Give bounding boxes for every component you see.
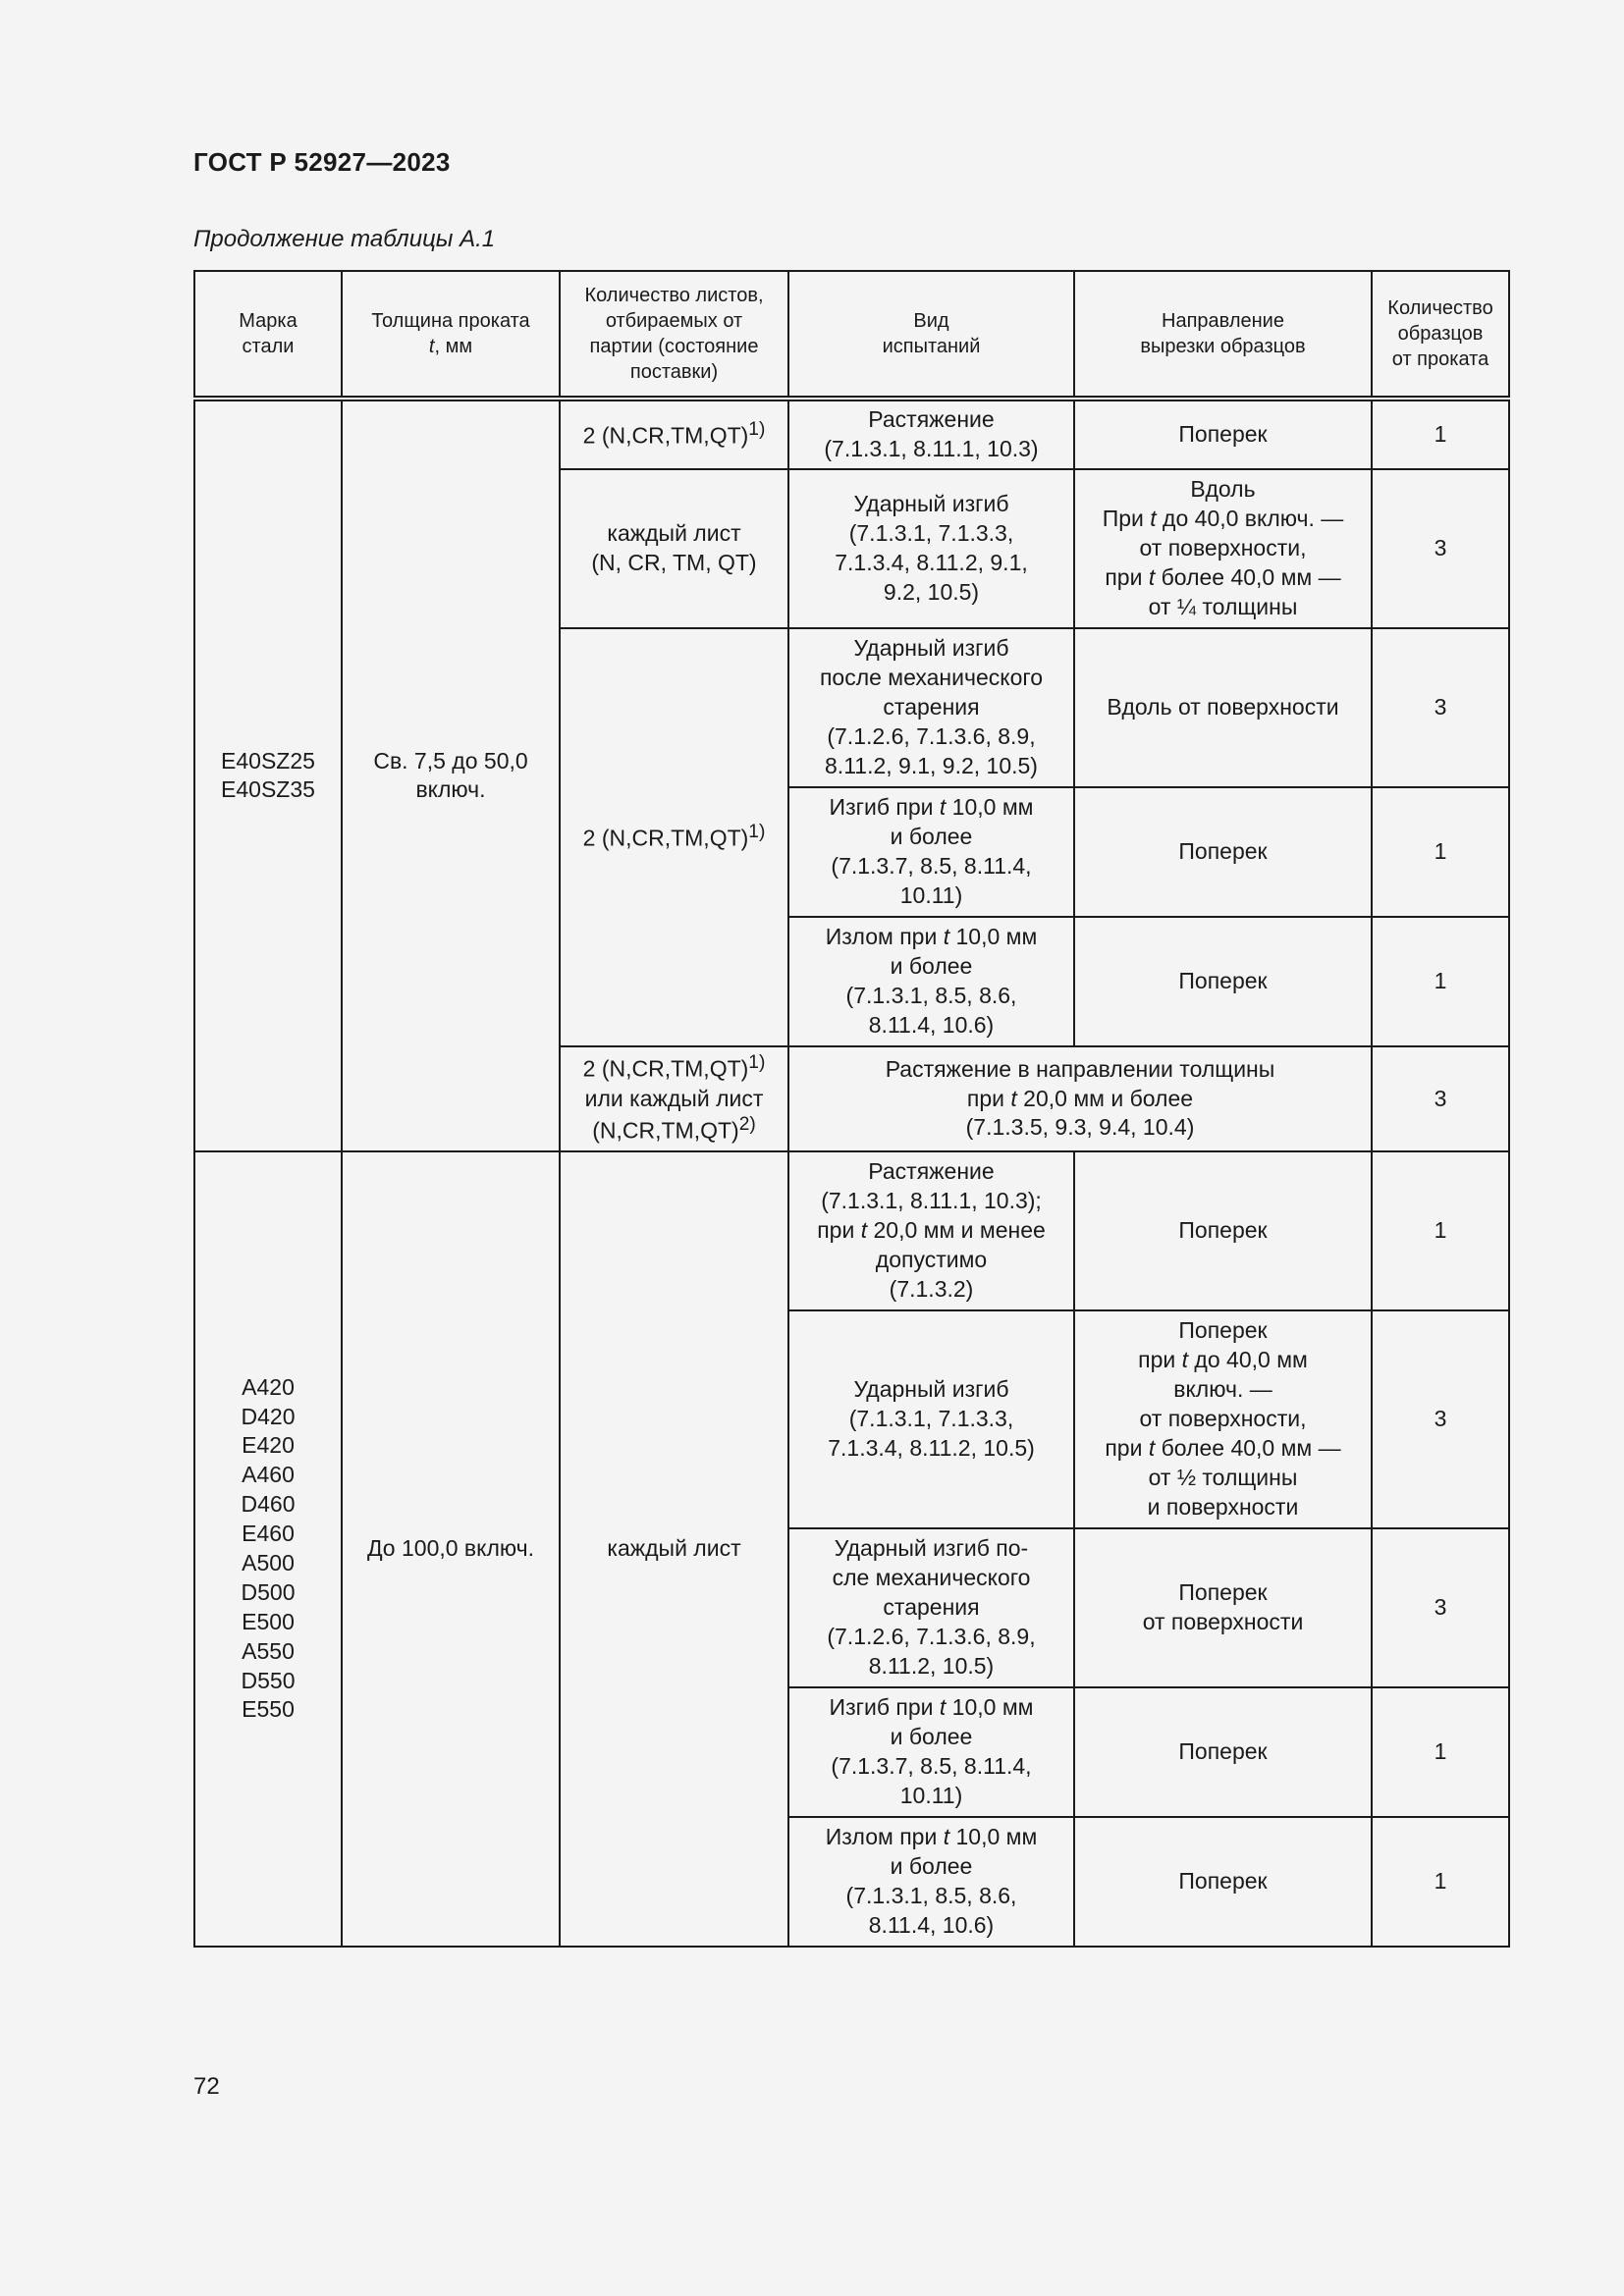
header-grade: Марка стали [194,271,342,399]
header-test-type: Вид испытаний [788,271,1074,399]
table-caption: Продолжение таблицы А.1 [193,226,496,252]
sample-count-cell: 3 [1372,1310,1509,1528]
header-sample-direction: Направление вырезки образцов [1074,271,1372,399]
test-type-cell: Растяжение (7.1.3.1, 8.11.1, 10.3) [788,399,1074,469]
header-thickness: Толщина проката t, мм [342,271,560,399]
sheet-count-cell: 2 $(N,CR,TM,QT)^{1)}$ [560,628,788,1046]
table-header-row [194,271,1509,399]
direction-cell: Поперек [1074,1687,1372,1817]
thickness-cell: Св. 7,5 до 50,0 включ. [342,399,560,1151]
test-type-cell: Изгиб при t 10,0 мм и более (7.1.3.7, 8.5, 8.11.4, 10.11) [788,787,1074,917]
direction-cell: Поперек [1074,399,1372,469]
page-number: 72 [193,2073,220,2100]
sample-count-cell: 1 [1372,787,1509,917]
direction-cell: Поперек от поверхности [1074,1528,1372,1687]
direction-cell: Поперек [1074,917,1372,1046]
test-type-cell: Ударный изгиб после механического старения (7.1.2.6, 7.1.3.6, 8.9, 8.11.2, 9.1, 9.2, 10.5) [788,628,1074,787]
direction-cell: Поперек [1074,787,1372,917]
header-sample-count: Количество образцов от проката [1372,271,1509,399]
test-type-cell: Излом при t 10,0 мм и более (7.1.3.1, 8.5, 8.6, 8.11.4, 10.6) [788,1817,1074,1947]
grade-cell: E40SZ25 E40SZ35 [194,399,342,1151]
direction-cell: Вдоль от поверхности [1074,628,1372,787]
direction-cell: Вдоль При t до 40,0 включ. — от поверхности, при t более 40,0 мм — от ¼ толщины [1074,469,1372,628]
test-type-cell: Излом при t 10,0 мм и более (7.1.3.1, 8.5, 8.6, 8.11.4, 10.6) [788,917,1074,1046]
sample-count-cell: 1 [1372,1817,1509,1947]
test-type-cell: Ударный изгиб по- сле механического старения (7.1.2.6, 7.1.3.6, 8.9, 8.11.2, 10.5) [788,1528,1074,1687]
header-sheet-count: Количество листов, отбираемых от партии (состояние поставки) [560,271,788,399]
sample-count-cell: 1 [1372,1687,1509,1817]
sample-count-cell: 3 [1372,628,1509,787]
test-type-cell: Растяжение в направлении толщины при t 20,0 мм и более (7.1.3.5, 9.3, 9.4, 10.4) [788,1046,1372,1151]
steel-test-table [193,270,1510,1948]
test-type-cell: Изгиб при t 10,0 мм и более (7.1.3.7, 8.5, 8.11.4, 10.11) [788,1687,1074,1817]
direction-cell: Поперек [1074,1151,1372,1310]
sample-count-cell: 1 [1372,399,1509,469]
sample-count-cell: 1 [1372,917,1509,1046]
direction-cell: Поперек [1074,1817,1372,1947]
table-row [194,1151,1509,1310]
sample-count-cell: 3 [1372,1046,1509,1151]
sample-count-cell: 1 [1372,1151,1509,1310]
sample-count-cell: 3 [1372,469,1509,628]
thickness-cell: До 100,0 включ. [342,1151,560,1947]
sheet-count-cell: 2 $(N,CR,TM,QT)^{1)}$ [560,399,788,469]
test-type-cell: Ударный изгиб (7.1.3.1, 7.1.3.3, 7.1.3.4, 8.11.2, 10.5) [788,1310,1074,1528]
grade-cell: A420 D420 E420 A460 D460 E460 A500 D500 E500 A550 D550 E550 [194,1151,342,1947]
document-header: ГОСТ Р 52927—2023 [193,147,451,177]
table-row [194,399,1509,469]
sheet-count-cell: каждый лист (N, CR, TM, QT) [560,469,788,628]
test-type-cell: Ударный изгиб (7.1.3.1, 7.1.3.3, 7.1.3.4, 8.11.2, 9.1, 9.2, 10.5) [788,469,1074,628]
sheet-count-cell: 2 $(N,CR,TM,QT)^{1)}$ или каждый лист $(N,CR,TM,QT)^{2)}$ [560,1046,788,1151]
sheet-count-cell: каждый лист [560,1151,788,1947]
test-type-cell: Растяжение (7.1.3.1, 8.11.1, 10.3); при t 20,0 мм и менее допустимо (7.1.3.2) [788,1151,1074,1310]
direction-cell: Поперек при t до 40,0 мм включ. — от поверхности, при t более 40,0 мм — от ½ толщины и поверхности [1074,1310,1372,1528]
sample-count-cell: 3 [1372,1528,1509,1687]
